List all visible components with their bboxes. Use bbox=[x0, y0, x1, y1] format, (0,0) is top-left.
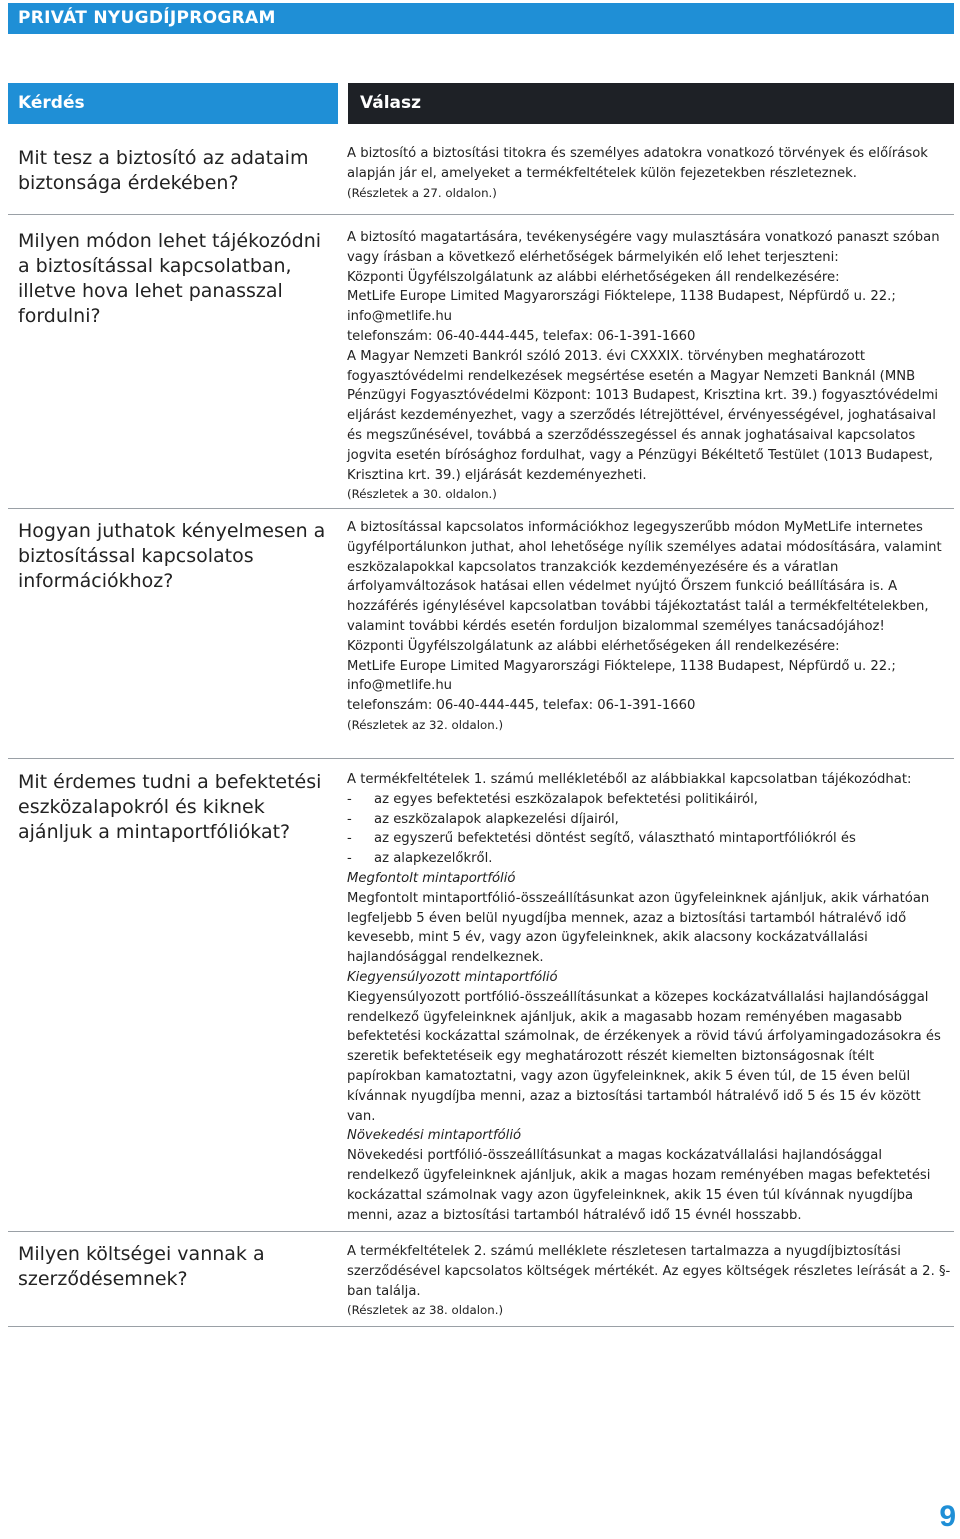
portfolio-text-balanced: Kiegyensúlyozott portfólió-összeállításunkat a közepes kockázatvállalási hajlandósággal rendelkező ügyfeleinknek ajánljuk, akik a magasabb hozam reményében magasabb befektetési kockázattal számolnak, de érzékenyek a rövid távú árfolyamingadozásokra és szeretik befektetéseik egy meghatározott részét kiemelten biztonságosnak ítélt papírokban kamatoztatni, vagy azon ügyfeleinknek, akik 5 éven túl, de 15 éven belül kívánnak nyugdíjba menni, azaz a biztosítási tartamból hátralévő idő 5 és 15 év között van. bbox=[347, 989, 941, 1124]
page-number: 9 bbox=[939, 1500, 956, 1533]
answer-4-list bbox=[347, 790, 951, 869]
answer-2-phone: telefonszám: 06-40-444-445, telefax: 06-1-391-1660 bbox=[347, 328, 696, 344]
row-divider bbox=[8, 508, 954, 509]
portfolio-heading-balanced: Kiegyensúlyozott mintaportfólió bbox=[347, 969, 558, 985]
answer-2-reference: (Részletek a 30. oldalon.) bbox=[347, 487, 497, 502]
answer-4 bbox=[347, 770, 951, 1225]
question-1: Mit tesz a biztosító az adataim biztonsága érdekében? bbox=[18, 147, 309, 194]
question-3: Hogyan juthatok kényelmesen a biztosítással kapcsolatos információkhoz? bbox=[18, 520, 326, 592]
answer-1 bbox=[347, 144, 951, 203]
answer-5-text: A termékfeltételek 2. számú melléklete részletesen tartalmazza a nyugdíjbiztosítási szerződésével kapcsolatos költségek mértékét. Az egyes költségek részletes leírását a 2. §-ban találja. bbox=[347, 1244, 951, 1299]
row-divider bbox=[8, 214, 954, 215]
portfolio-text-growth: Növekedési portfólió-összeállításunkat a magas kockázatvállalási hajlandósággal rendelkező ügyfeleinknek ajánljuk, akik a magas hozam reményében magas befektetési kockázattal számolnak vagy azon ügyfeleinknek, akik 15 éven túl kívánnak nyugdíjba menni, azaz a biztosítási tartamból hátralévő idő 15 évnél hosszabb. bbox=[347, 1148, 931, 1223]
question-4: Mit érdemes tudni a befektetési eszközalapokról és kiknek ajánljuk a mintaportfóliókat? bbox=[18, 771, 322, 843]
portfolio-text-conservative: Megfontolt mintaportfólió-összeállításunkat azon ügyfeleinknek ajánljuk, akik várhatóan legfeljebb 5 éven belül nyugdíjba mennek, azaz a biztosítási tartamból hátralévő idő kevesebb, mint 5 év, vagy azon ügyfeleinknek, akik alacsony kockázatvállalási hajlandósággal rendelkeznek. bbox=[347, 890, 930, 966]
document-banner: PRIVÁT NYUGDÍJPROGRAM bbox=[8, 3, 954, 34]
answer-2-text: A biztosító magatartására, tevékenységére vagy mulasztására vonatkozó panaszt szóban vagy írásban a következő elérhetőségek bármelyikén elő lehet terjeszteni: bbox=[347, 230, 940, 265]
list-item: - az alapkezelőkről. bbox=[347, 849, 951, 869]
answer-5-reference: (Részletek az 38. oldalon.) bbox=[347, 1303, 504, 1318]
answer-5 bbox=[347, 1242, 951, 1321]
answer-3-service-intro: Központi Ügyfélszolgálatunk az alábbi elérhetőségeken áll rendelkezésére: bbox=[347, 638, 840, 654]
portfolio-heading-growth: Növekedési mintaportfólió bbox=[347, 1128, 522, 1144]
answer-2-mnb-text: A Magyar Nemzeti Bankról szóló 2013. évi CXXXIX. törvényben meghatározott fogyasztóvédelmi rendelkezések megsértése esetén a Magyar Nemzeti Banknál (MNB Pénzügyi Fogyasztóvédelmi Központ: 1013 Budapest, Krisztina krt. 39.) fogyasztóvédelmi eljárást kezdeményezhet, vagy a szerződés létrejöttével, érvényességével, joghatásaival és megszűnésével, továbbá a szerződésszegéssel és annak joghatásaival kapcsolatos jogvita esetén bírósághoz fordulhat, vagy a Pénzügyi Békéltető Testület (1013 Budapest, Krisztina krt. 39.) eljárását kezdeményezheti. bbox=[347, 348, 939, 483]
answer-2-address: MetLife Europe Limited Magyarországi Fióktelepe, 1138 Budapest, Népfürdő u. 22.; info@metlife.hu bbox=[347, 289, 896, 325]
answer-2-service-intro: Központi Ügyfélszolgálatunk az alábbi elérhetőségeken áll rendelkezésére: bbox=[347, 269, 840, 285]
row-divider bbox=[8, 1231, 954, 1232]
row-divider bbox=[8, 758, 954, 759]
answer-3-reference: (Részletek az 32. oldalon.) bbox=[347, 717, 504, 732]
list-item: - az egyes befektetési eszközalapok befektetési politikáiról, bbox=[347, 790, 951, 810]
question-2: Milyen módon lehet tájékozódni a biztosítással kapcsolatban, illetve hova lehet panasszal fordulni? bbox=[18, 230, 322, 327]
list-item: - az egyszerű befektetési döntést segítő, választható mintaportfóliókról és bbox=[347, 829, 951, 849]
answer-1-reference: (Részletek a 27. oldalon.) bbox=[347, 185, 497, 200]
answer-1-text: A biztosító a biztosítási titokra és személyes adatokra vonatkozó törvények és előírások alapján jár el, amelyeket a termékfeltételek külön fejezetekben részleteznek. bbox=[347, 146, 928, 181]
list-item: - az eszközalapok alapkezelési díjairól, bbox=[347, 810, 951, 830]
portfolio-heading-conservative: Megfontolt mintaportfólió bbox=[347, 870, 516, 886]
answer-3-address: MetLife Europe Limited Magyarországi Fióktelepe, 1138 Budapest, Népfürdő u. 22.; info@metlife.hu bbox=[347, 658, 896, 694]
answer-3-text: A biztosítással kapcsolatos információkhoz legegyszerűbb módon MyMetLife internetes ügyfélportálunkon juthat, ahol lehetősége nyílik személyes adatai módosítására, valamint eszközalapokkal kapcsolatos tranzakciók kezdeményezésére és a váratlan árfolyamváltozások hatásai ellen védelmet nyújtó Őrszem funkció beállítására is. A hozzáférés igénylésével kapcsolatban további tájékoztatást talál a termékfeltételekben, valamint további kérdés esetén forduljon bizalommal személyes tanácsadójához! bbox=[347, 520, 942, 634]
answer-3 bbox=[347, 518, 951, 736]
question-column-header: Kérdés bbox=[8, 83, 338, 124]
answer-column-header: Válasz bbox=[348, 83, 954, 124]
answer-4-intro: A termékfeltételek 1. számú mellékletéből az alábbiakkal kapcsolatban tájékozódhat: bbox=[347, 772, 912, 787]
row-divider bbox=[8, 1326, 954, 1327]
question-5: Milyen költségei vannak a szerződésemnek? bbox=[18, 1243, 265, 1290]
answer-3-phone: telefonszám: 06-40-444-445, telefax: 06-1-391-1660 bbox=[347, 698, 696, 714]
answer-2 bbox=[347, 228, 951, 505]
